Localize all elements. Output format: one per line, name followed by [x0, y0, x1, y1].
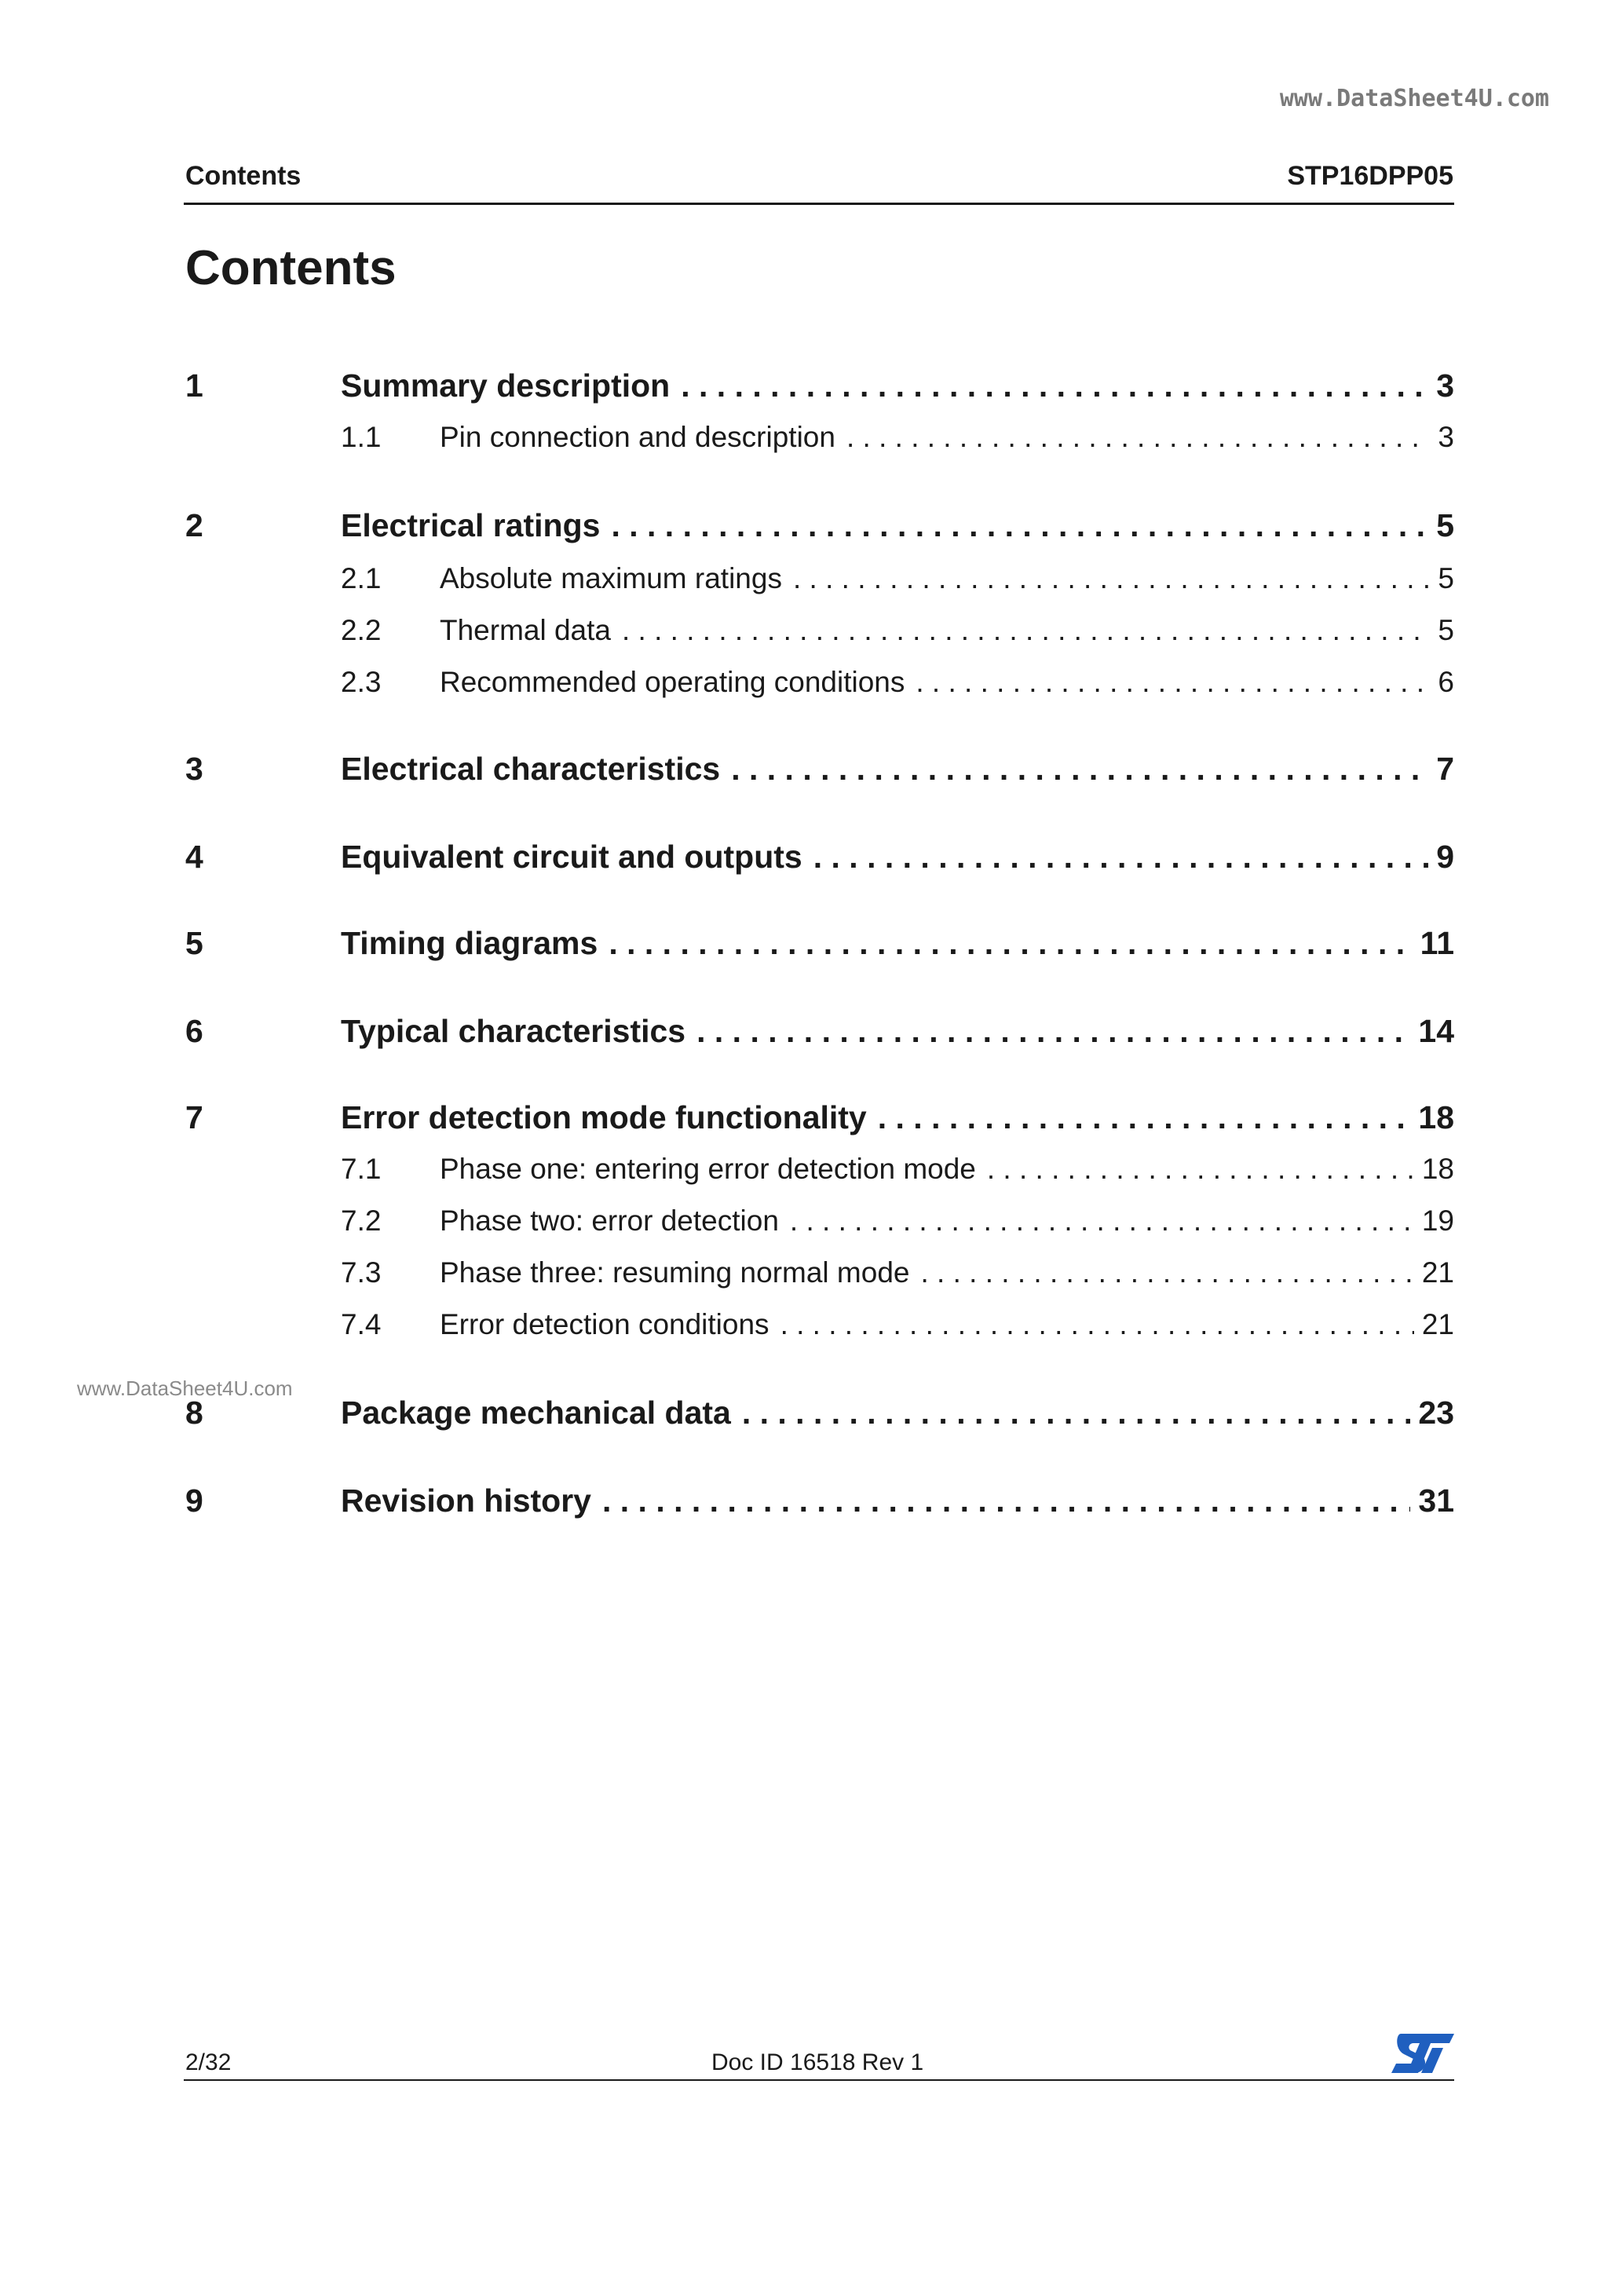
toc-entry-number: 3 — [185, 751, 203, 787]
toc-entry-title: Revision history — [341, 1483, 591, 1519]
toc-chapter-entry[interactable] — [185, 925, 1454, 962]
toc-entry-number: 1 — [185, 367, 203, 404]
toc-entry-number: 2 — [185, 507, 203, 543]
toc-entry-title: Phase two: error detection — [440, 1205, 779, 1237]
watermark-side: www.DataSheet4U.com — [77, 1377, 293, 1400]
toc-entry-page: 6 — [1438, 666, 1454, 698]
header-section-label: Contents — [185, 161, 302, 191]
toc-entry-title: Error detection mode functionality — [341, 1099, 867, 1135]
toc-chapter-entry[interactable] — [185, 751, 1454, 788]
toc-chapter-entry[interactable] — [185, 1099, 1454, 1136]
toc-entry-number: 2.2 — [341, 614, 382, 646]
header-part-number: STP16DPP05 — [1287, 161, 1453, 191]
toc-entry-page: 3 — [1438, 421, 1454, 453]
footer-divider — [184, 2079, 1454, 2081]
toc-chapter-entry[interactable] — [185, 1395, 1454, 1431]
toc-entry-page: 3 — [1436, 367, 1454, 404]
toc-dot-leader — [622, 614, 1430, 647]
toc-entry-page: 21 — [1421, 1308, 1454, 1340]
toc-entry-page: 21 — [1421, 1256, 1454, 1289]
toc-entry-page: 23 — [1418, 1395, 1454, 1431]
toc-entry-page: 31 — [1418, 1483, 1454, 1519]
toc-dot-leader — [790, 1205, 1414, 1238]
toc-entry-number: 4 — [185, 839, 203, 875]
toc-entry-page: 11 — [1420, 925, 1454, 961]
footer-doc-id: Doc ID 16518 Rev 1 — [711, 2049, 924, 2075]
toc-dot-leader — [696, 1013, 1410, 1050]
toc-entry-page: 14 — [1418, 1013, 1454, 1049]
toc-dot-leader — [916, 666, 1430, 699]
toc-section-entry[interactable] — [341, 666, 1454, 699]
toc-entry-number: 7 — [185, 1099, 203, 1135]
toc-entry-page: 5 — [1436, 507, 1454, 543]
toc-entry-page: 7 — [1436, 751, 1454, 787]
toc-chapter-entry[interactable] — [185, 507, 1454, 544]
toc-entry-title: Equivalent circuit and outputs — [341, 839, 802, 875]
toc-section-entry[interactable] — [341, 1205, 1454, 1238]
toc-entry-page: 5 — [1438, 562, 1454, 594]
toc-section-entry[interactable] — [341, 562, 1454, 595]
toc-entry-page: 19 — [1421, 1205, 1454, 1237]
toc-dot-leader — [780, 1308, 1414, 1341]
toc-dot-leader — [731, 751, 1428, 788]
toc-section-entry[interactable] — [341, 421, 1454, 454]
page-title: Contents — [185, 241, 397, 295]
toc-entry-number: 9 — [185, 1483, 203, 1519]
toc-chapter-entry[interactable] — [185, 367, 1454, 404]
toc-entry-title: Timing diagrams — [341, 925, 598, 961]
toc-dot-leader — [846, 421, 1430, 454]
toc-entry-title: Thermal data — [440, 614, 611, 646]
toc-entry-title: Pin connection and description — [440, 421, 835, 453]
toc-dot-leader — [793, 562, 1430, 595]
toc-entry-page: 9 — [1436, 839, 1454, 875]
toc-chapter-entry[interactable] — [185, 839, 1454, 876]
toc-entry-title: Phase one: entering error detection mode — [440, 1153, 976, 1185]
toc-dot-leader — [813, 839, 1428, 876]
st-logo-icon — [1390, 2032, 1456, 2075]
toc-entry-title: Summary description — [341, 367, 671, 404]
toc-entry-number: 1.1 — [341, 421, 382, 453]
toc-dot-leader — [987, 1153, 1414, 1186]
toc-section-entry[interactable] — [341, 614, 1454, 647]
toc-entry-number: 7.4 — [341, 1308, 382, 1340]
toc-entry-title: Error detection conditions — [440, 1308, 769, 1340]
toc-dot-leader — [602, 1483, 1410, 1519]
toc-entry-number: 7.2 — [341, 1205, 382, 1237]
toc-entry-page: 18 — [1418, 1099, 1454, 1135]
toc-entry-title: Phase three: resuming normal mode — [440, 1256, 910, 1289]
toc-section-entry[interactable] — [341, 1308, 1454, 1341]
toc-entry-number: 6 — [185, 1013, 203, 1049]
toc-entry-title: Package mechanical data — [341, 1395, 731, 1431]
toc-entry-title: Absolute maximum ratings — [440, 562, 782, 594]
toc-entry-number: 2.1 — [341, 562, 382, 594]
toc-entry-number: 2.3 — [341, 666, 382, 698]
toc-entry-number: 7.1 — [341, 1153, 382, 1185]
toc-dot-leader — [878, 1099, 1411, 1136]
toc-entry-title: Recommended operating conditions — [440, 666, 905, 698]
toc-entry-title: Typical characteristics — [341, 1013, 686, 1049]
toc-section-entry[interactable] — [341, 1153, 1454, 1186]
toc-entry-title: Electrical ratings — [341, 507, 601, 543]
toc-entry-page: 5 — [1438, 614, 1454, 646]
toc-section-entry[interactable] — [341, 1256, 1454, 1289]
toc-chapter-entry[interactable] — [185, 1483, 1454, 1519]
toc-dot-leader — [742, 1395, 1411, 1431]
toc-entry-title: Electrical characteristics — [341, 751, 721, 787]
toc-chapter-entry[interactable] — [185, 1013, 1454, 1050]
toc-dot-leader — [611, 507, 1428, 544]
watermark-top: www.DataSheet4U.com — [1279, 85, 1549, 112]
header-divider — [184, 203, 1454, 205]
footer-page-number: 2/32 — [185, 2049, 232, 2075]
toc-entry-number: 7.3 — [341, 1256, 382, 1289]
toc-dot-leader — [681, 367, 1428, 404]
toc-entry-page: 18 — [1421, 1153, 1454, 1185]
toc-entry-number: 8 — [185, 1395, 203, 1431]
toc-dot-leader — [920, 1256, 1413, 1289]
toc-entry-number: 5 — [185, 925, 203, 961]
toc-dot-leader — [609, 925, 1412, 962]
